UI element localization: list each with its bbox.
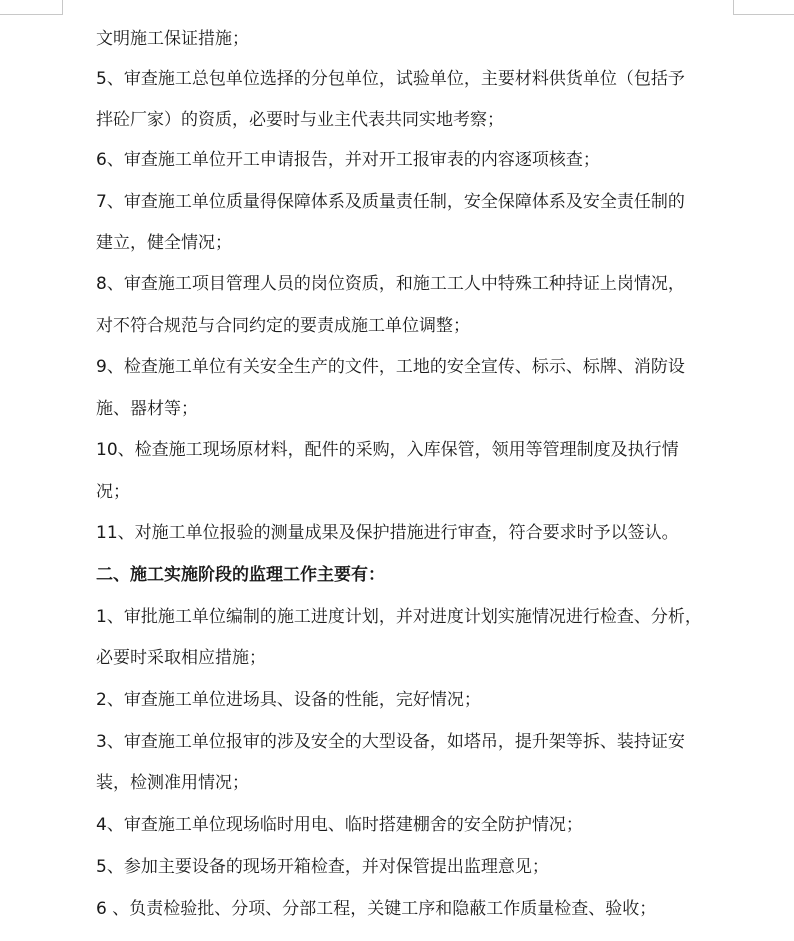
- text-line: 文明施工保证措施；: [96, 29, 249, 49]
- text-line: 6、审查施工单位开工申请报告，并对开工报审表的内容逐项核查；: [96, 150, 600, 170]
- text-line: 装，检测准用情况；: [96, 773, 249, 793]
- text-line: 建立，健全情况；: [96, 233, 232, 253]
- section-heading: 二、施工实施阶段的监理工作主要有：: [96, 565, 385, 585]
- text-line: 2、审查施工单位进场具、设备的性能，完好情况；: [96, 690, 481, 710]
- text-line: 8、审查施工项目管理人员的岗位资质，和施工工人中特殊工种持证上岗情况，: [96, 274, 685, 294]
- text-line: 况；: [96, 482, 130, 502]
- text-line: 拌砼厂家）的资质，必要时与业主代表共同实地考察；: [96, 110, 504, 130]
- text-line: 9、检查施工单位有关安全生产的文件，工地的安全宣传、标示、标牌、消防设: [96, 357, 685, 377]
- text-line: 必要时采取相应措施；: [96, 648, 266, 668]
- text-line: 10、检查施工现场原材料，配件的采购，入库保管，领用等管理制度及执行情: [96, 440, 679, 460]
- text-line: 6 、负责检验批、分项、分部工程，关键工序和隐蔽工作质量检查、验收；: [96, 899, 657, 919]
- text-line: 3、审查施工单位报审的涉及安全的大型设备，如塔吊，提升架等拆、装持证安: [96, 732, 685, 752]
- page-corner-mark-left: [0, 0, 63, 15]
- text-line: 施、器材等；: [96, 399, 198, 419]
- text-line: 11、对施工单位报验的测量成果及保护措施进行审查，符合要求时予以签认。: [96, 523, 679, 543]
- text-line: 4、审查施工单位现场临时用电、临时搭建棚舍的安全防护情况；: [96, 815, 583, 835]
- text-line: 1、审批施工单位编制的施工进度计划，并对进度计划实施情况进行检查、分析，: [96, 607, 702, 627]
- text-line: 对不符合规范与合同约定的要责成施工单位调整；: [96, 316, 470, 336]
- text-line: 5、审查施工总包单位选择的分包单位，试验单位，主要材料供货单位（包括予: [96, 69, 685, 89]
- text-line: 5、参加主要设备的现场开箱检查，并对保管提出监理意见；: [96, 857, 549, 877]
- page-corner-mark-right: [733, 0, 794, 15]
- text-line: 7、审查施工单位质量得保障体系及质量责任制，安全保障体系及安全责任制的: [96, 192, 685, 212]
